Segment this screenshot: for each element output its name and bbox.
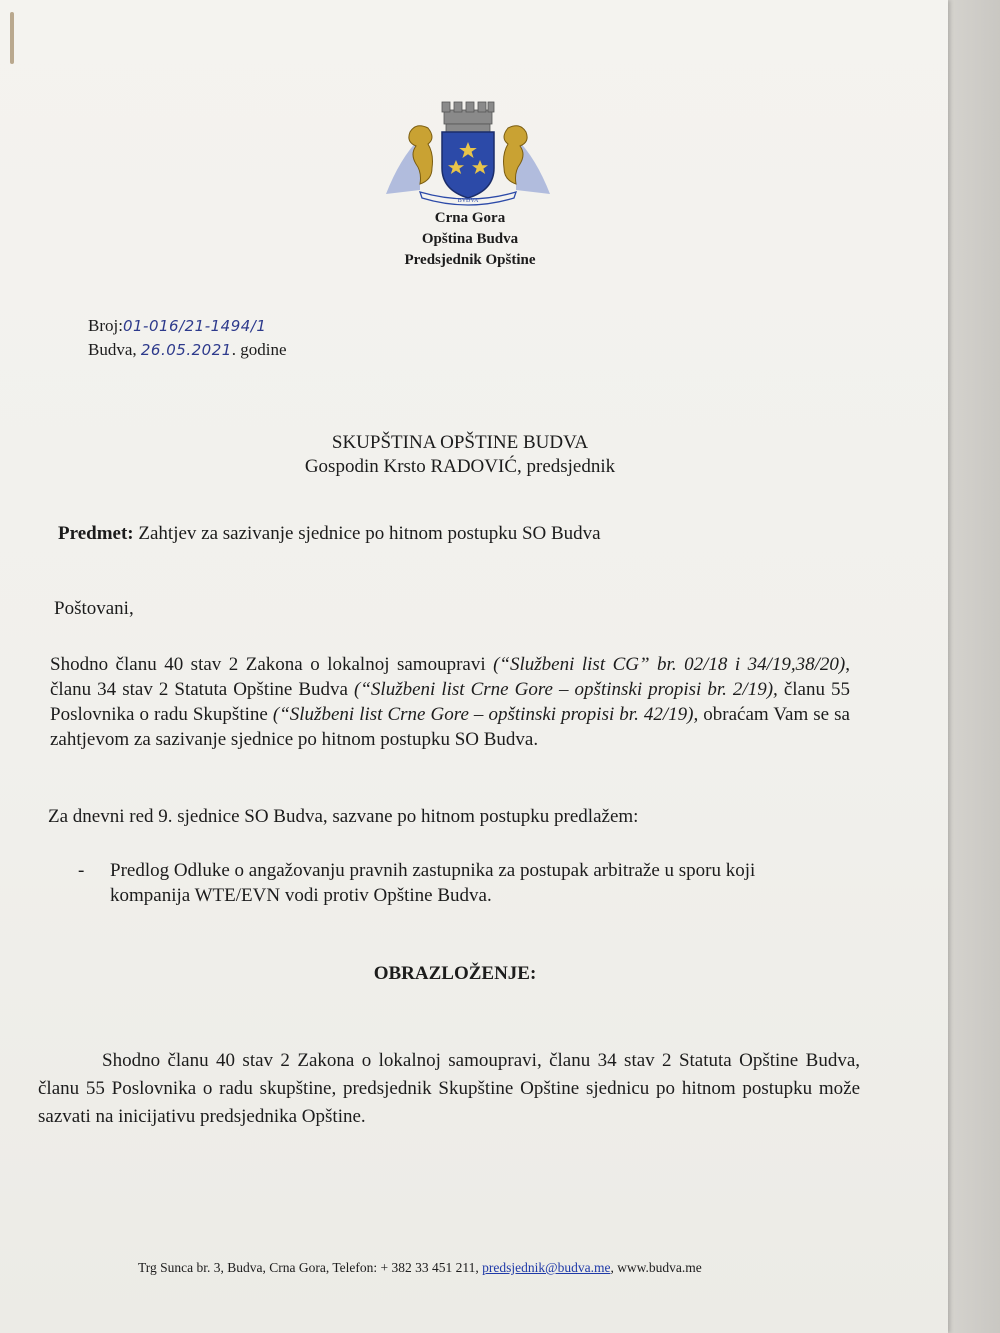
justification-text: Shodno članu 40 stav 2 Zakona o lokalnoj samoupravi, članu 34 stav 2 Statuta Opštine Budva, članu 55 Poslovnika o radu skupštine, predsjednik Skupštine Opštine sjednicu po hitnom postupku može sazvati na inicijativu predsjednika Opštine. xyxy=(38,1050,860,1127)
reference-number-line xyxy=(88,316,266,336)
subject-text: Zahtjev za sazivanje sjednice po hitnom postupku SO Budva xyxy=(138,523,601,544)
footer-email-link[interactable]: predsjednik@budva.me xyxy=(482,1260,611,1275)
justification-heading: OBRAZLOŽENJE: xyxy=(373,963,537,984)
reference-number-handwritten: 01-016/21-1494/1 xyxy=(122,317,267,335)
subject-line xyxy=(58,523,601,545)
recipient-institution: SKUPŠTINA OPŠTINE BUDVA xyxy=(331,432,589,453)
footer-separator: , xyxy=(610,1260,618,1275)
agenda-bullet: - xyxy=(78,860,85,881)
p1-text-2: , članu 34 stav 2 Statuta Opštine Budva xyxy=(50,654,850,700)
date-suffix: . godine xyxy=(231,340,287,359)
footer-address: Trg Sunca br. 3, Budva, Crna Gora, Telefon: + 382 33 451 211, xyxy=(138,1260,483,1275)
agenda-intro: Za dnevni red 9. sjednice SO Budva, sazvane po hitnom postupku predlažem: xyxy=(48,806,639,827)
recipient-person: Gospodin Krsto RADOVIĆ, predsjednik xyxy=(304,456,616,477)
p1-text-4: obraćam Vam se sa zahtjevom za sazivanje sjednice po hitnom postupku SO Budva. xyxy=(50,704,850,750)
greeting: Poštovani, xyxy=(54,598,134,619)
header-country: Crna Gora xyxy=(434,210,506,226)
footer xyxy=(138,1260,702,1276)
footer-website[interactable]: www.budva.me xyxy=(617,1260,702,1275)
p1-citation-1: (“Službeni list CG” br. 02/18 i 34/19,38/20) xyxy=(493,654,846,675)
place-label: Budva, xyxy=(88,340,137,359)
tower-crown xyxy=(442,102,494,132)
p1-text-3: članu 55 Poslovnika o radu Skupštine xyxy=(50,679,851,725)
shield xyxy=(442,132,494,198)
p1-text-1: Shodno članu 40 stav 2 Zakona o lokalnoj samoupravi xyxy=(50,654,494,675)
reference-number-label: Broj: xyxy=(88,316,123,335)
binder-mark xyxy=(10,12,14,64)
date-handwritten: 26.05.2021 xyxy=(140,341,232,359)
budva-coat-of-arms xyxy=(380,98,556,210)
header-municipality: Opština Budva xyxy=(421,231,519,247)
subject-label: Predmet: xyxy=(58,523,134,544)
p1-citation-3: (“Službeni list Crne Gore – opštinski propisi br. 42/19), xyxy=(272,704,699,725)
date-line xyxy=(88,340,287,360)
header-office: Predsjednik Opštine xyxy=(404,252,536,268)
agenda-item: Predlog Odluke o angažovanju pravnih zastupnika za postupak arbitraže u sporu koji kompanija WTE/EVN vodi protiv Opštine Budva. xyxy=(110,860,756,906)
p1-citation-2: (“Službeni list Crne Gore – opštinski propisi br. 2/19), xyxy=(354,679,778,700)
banner-text: BVDVA xyxy=(457,198,479,204)
paragraph-legal-basis xyxy=(50,652,850,752)
